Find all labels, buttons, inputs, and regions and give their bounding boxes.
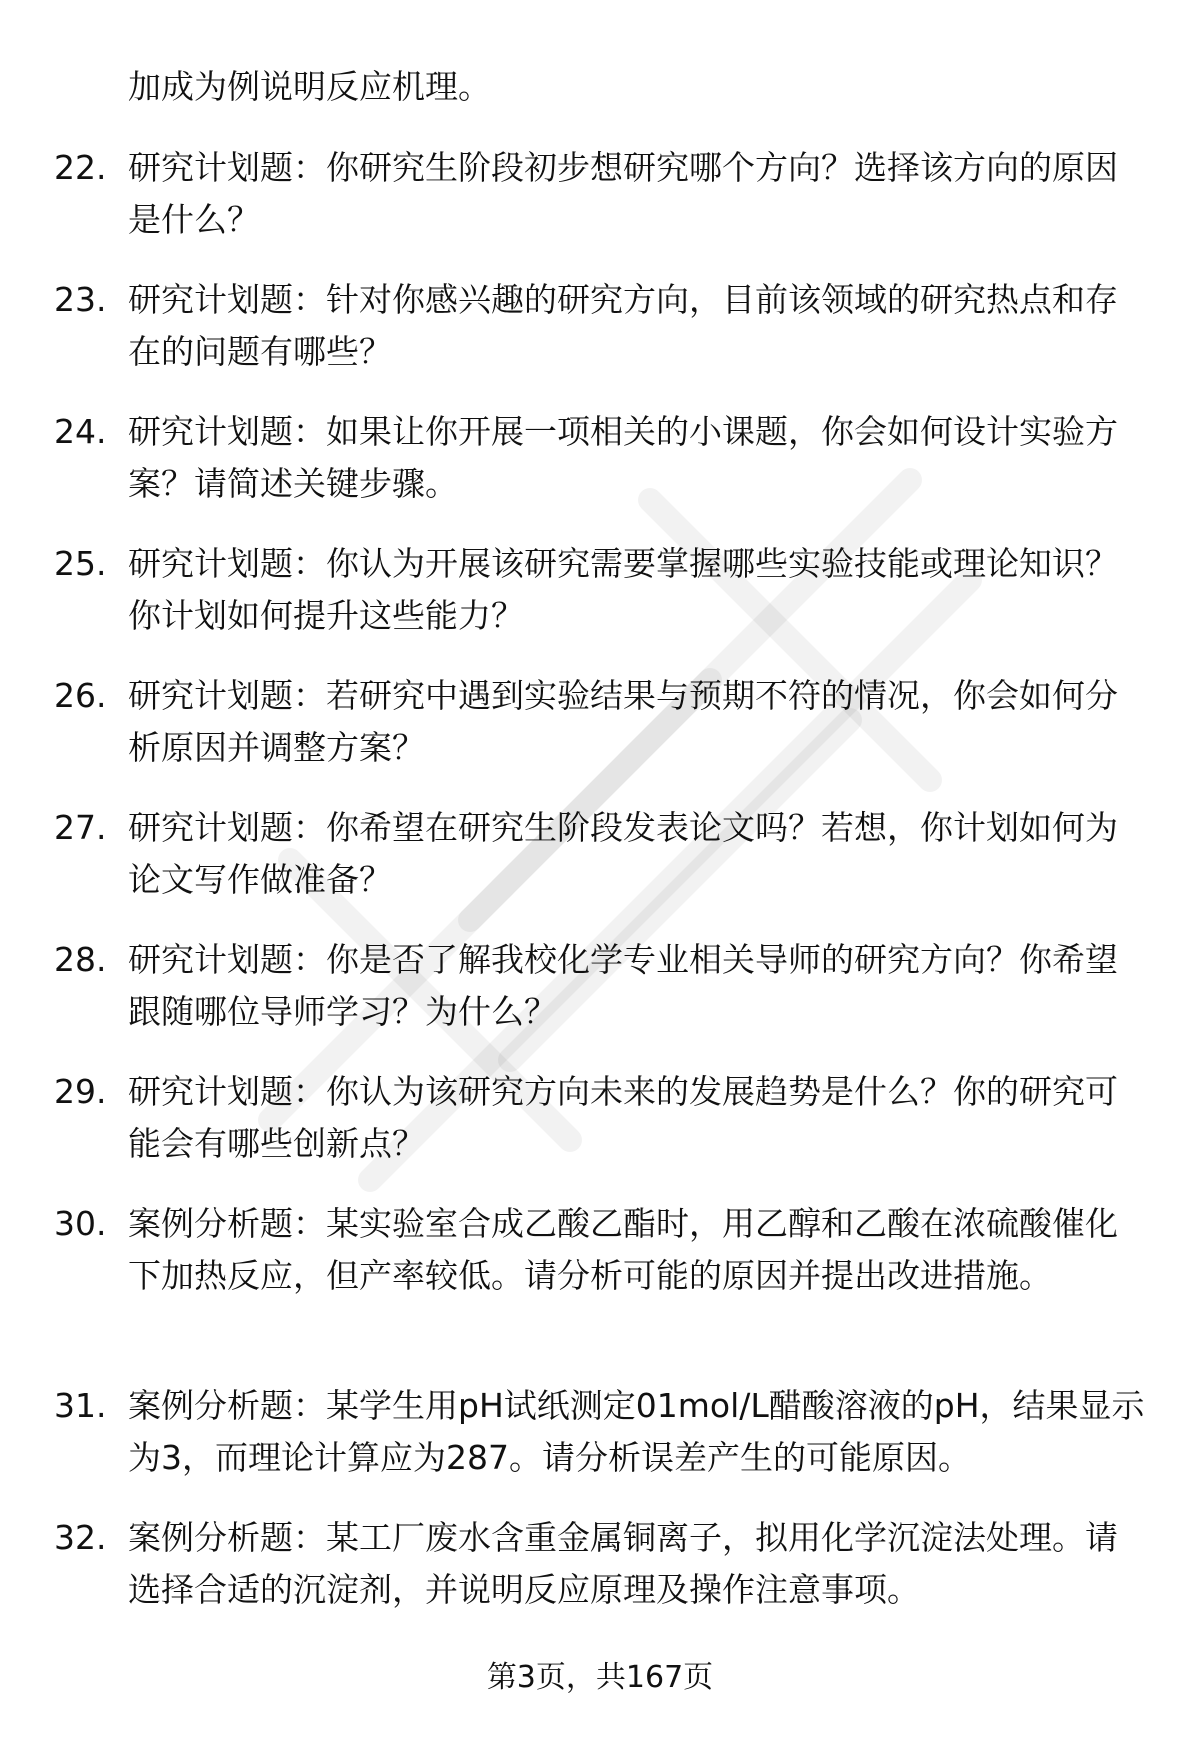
question-text: 研究计划题：你希望在研究生阶段发表论文吗？若想，你计划如何为论文写作做准备？ (128, 808, 1118, 899)
question-number: 31. (54, 1386, 107, 1425)
question-number: 25. (54, 544, 107, 583)
question-number: 23. (54, 280, 107, 319)
continuation-line: 加成为例说明反应机理。 (128, 67, 491, 106)
question-item (0, 934, 1200, 1038)
question-number: 30. (54, 1204, 107, 1243)
question-item (0, 1066, 1200, 1170)
question-item (0, 1380, 1200, 1484)
question-text: 研究计划题：如果让你开展一项相关的小课题，你会如何设计实验方案？请简述关键步骤。 (128, 412, 1118, 503)
question-number: 32. (54, 1518, 107, 1557)
question-text: 研究计划题：若研究中遇到实验结果与预期不符的情况，你会如何分析原因并调整方案？ (128, 676, 1118, 767)
question-number: 28. (54, 940, 107, 979)
question-item (0, 1198, 1200, 1352)
question-list (0, 142, 1200, 1644)
question-text: 案例分析题：某实验室合成乙酸乙酯时，用乙醇和乙酸在浓硫酸催化下加热反应，但产率较低。请分析可能的原因并提出改进措施。 (128, 1204, 1118, 1295)
question-text: 研究计划题：针对你感兴趣的研究方向，目前该领域的研究热点和存在的问题有哪些？ (128, 280, 1118, 371)
question-number: 26. (54, 676, 107, 715)
question-number: 24. (54, 412, 107, 451)
question-text: 研究计划题：你是否了解我校化学专业相关导师的研究方向？你希望跟随哪位导师学习？为什么？ (128, 940, 1118, 1031)
question-item (0, 1512, 1200, 1616)
question-item (0, 142, 1200, 246)
question-text: 研究计划题：你认为开展该研究需要掌握哪些实验技能或理论知识？你计划如何提升这些能力？ (128, 544, 1118, 635)
question-text: 研究计划题：你研究生阶段初步想研究哪个方向？选择该方向的原因是什么？ (128, 148, 1118, 239)
question-number: 22. (54, 148, 107, 187)
question-text: 研究计划题：你认为该研究方向未来的发展趋势是什么？你的研究可能会有哪些创新点？ (128, 1072, 1118, 1163)
question-item (0, 406, 1200, 510)
page-footer: 第3页，共167页 (486, 1660, 714, 1695)
question-number: 27. (54, 808, 107, 847)
question-number: 29. (54, 1072, 107, 1111)
question-item (0, 538, 1200, 642)
question-text: 案例分析题：某工厂废水含重金属铜离子，拟用化学沉淀法处理。请选择合适的沉淀剂，并说明反应原理及操作注意事项。 (128, 1518, 1118, 1609)
question-text: 案例分析题：某学生用pH试纸测定01mol/L醋酸溶液的pH，结果显示为3，而理论计算应为287。请分析误差产生的可能原因。 (128, 1386, 1145, 1477)
question-item (0, 670, 1200, 774)
question-item (0, 802, 1200, 906)
question-item (0, 274, 1200, 378)
